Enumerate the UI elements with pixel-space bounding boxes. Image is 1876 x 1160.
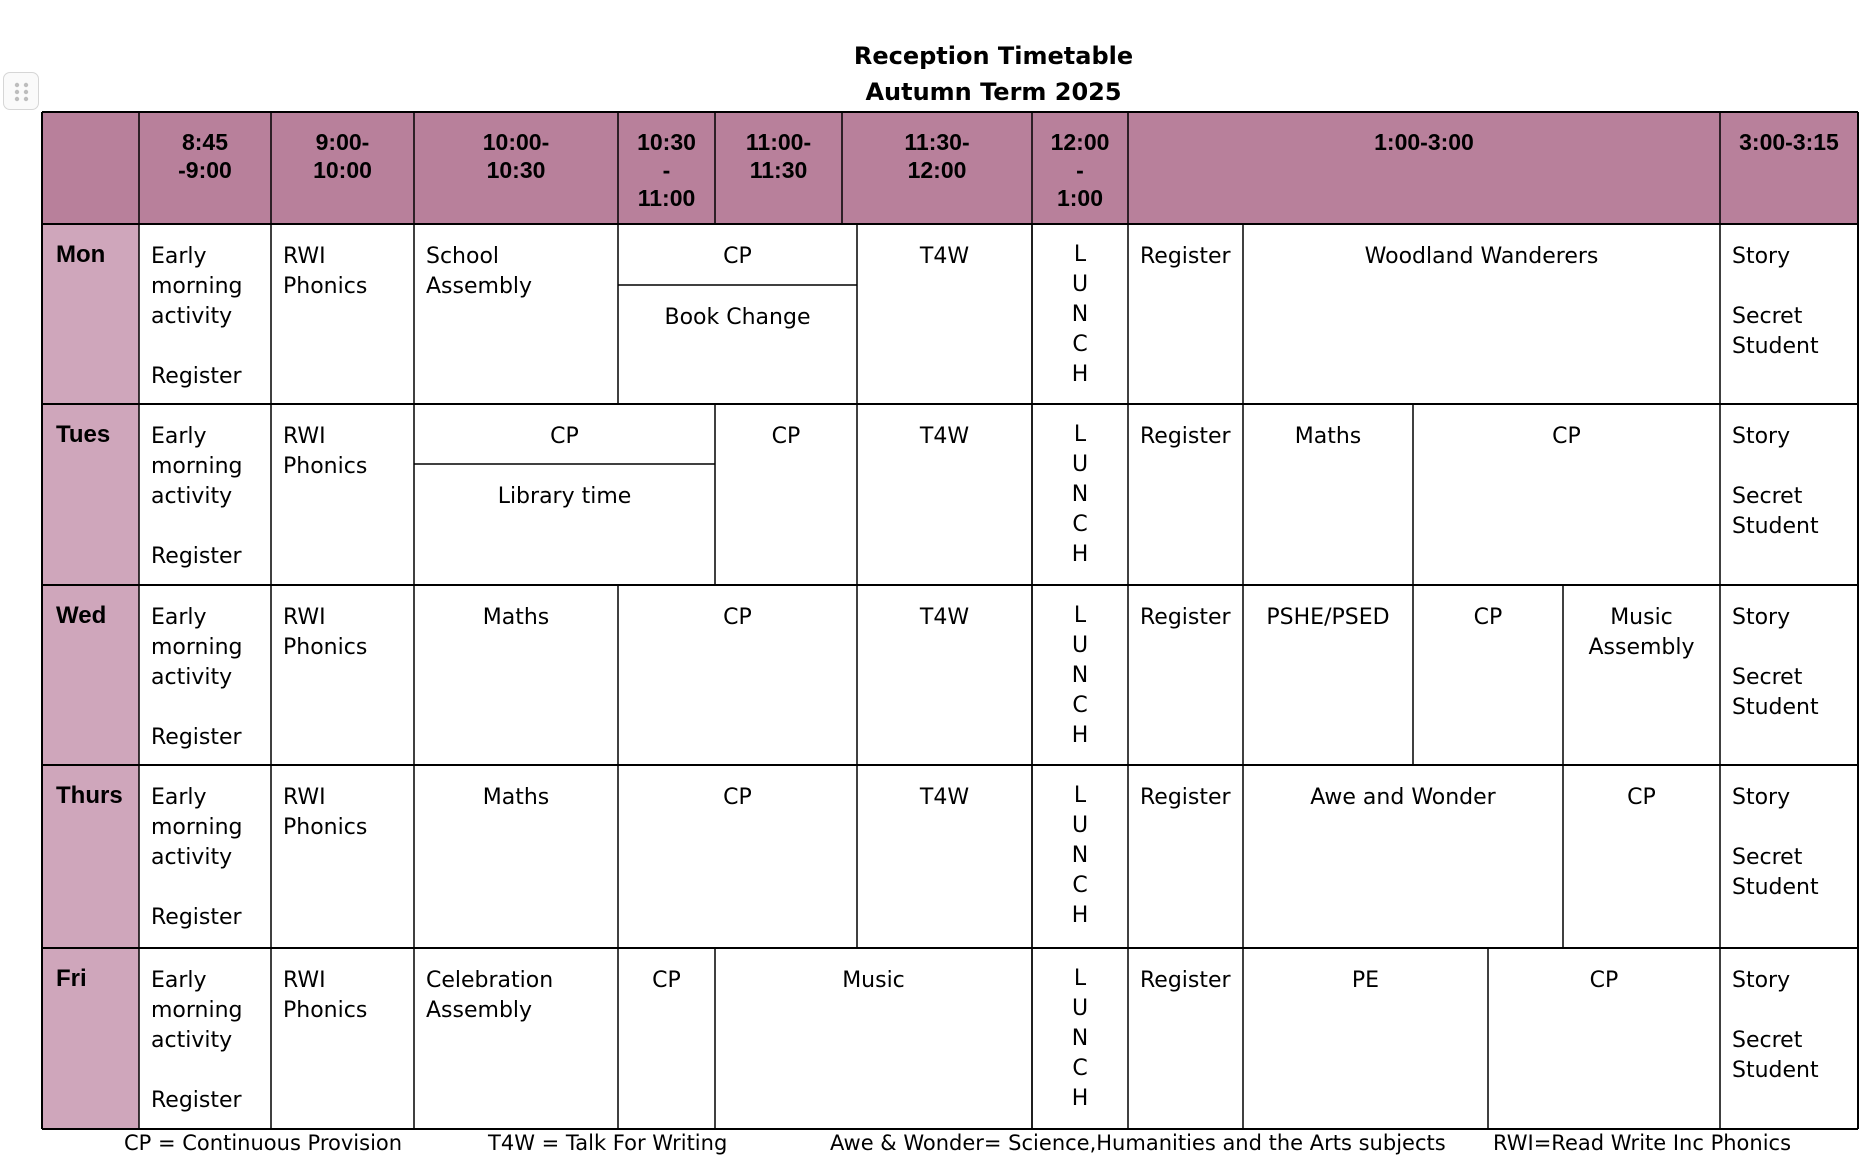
lesson-cell: T4W: [919, 785, 970, 810]
lesson-cell: Woodland Wanderers: [1364, 244, 1599, 269]
day-label-thurs: Thurs: [56, 782, 123, 809]
time-header-8: 3:00-3:15: [1739, 129, 1839, 155]
time-header-5: 11:30- 12:00: [904, 129, 970, 183]
page-title: Reception Timetable: [853, 42, 1134, 70]
lesson-cell: T4W: [919, 605, 970, 630]
lesson-cell: CP: [1627, 785, 1656, 810]
lunch-cell: L U N C H: [1071, 966, 1089, 1111]
lesson-cell: T4W: [919, 424, 970, 449]
lesson-cell: RWI Phonics: [283, 424, 368, 479]
lunch-cell: L U N C H: [1071, 422, 1089, 567]
lesson-cell: Early morning activity Register: [151, 605, 243, 750]
time-header-3: 10:30 - 11:00: [637, 129, 696, 211]
lesson-cell: CP: [1589, 968, 1619, 993]
time-header-2: 10:00- 10:30: [482, 129, 550, 183]
day-label-tues: Tues: [56, 421, 111, 448]
footer-key-t4w: T4W = Talk For Writing: [488, 1131, 728, 1155]
lesson-cell: Awe and Wonder: [1310, 785, 1496, 810]
lesson-cell: Register: [1140, 424, 1231, 449]
lesson-cell: Maths: [482, 785, 550, 810]
time-header-7: 1:00-3:00: [1374, 129, 1474, 155]
lesson-cell: Register: [1140, 605, 1231, 630]
lesson-cell: Early morning activity Register: [151, 244, 243, 389]
lesson-cell: CP: [723, 605, 752, 630]
lunch-cell: L U N C H: [1071, 242, 1089, 387]
time-header-1: 9:00- 10:00: [313, 129, 372, 183]
lesson-cell: CP: [723, 785, 752, 810]
lesson-cell: Story Secret Student: [1732, 605, 1819, 720]
lesson-cell: T4W: [919, 244, 970, 269]
lesson-cell: Story Secret Student: [1732, 424, 1819, 539]
lesson-cell: Music: [842, 968, 905, 993]
lesson-cell: Register: [1140, 785, 1231, 810]
day-label-fri: Fri: [56, 965, 87, 992]
day-label-wed: Wed: [56, 602, 107, 629]
lesson-cell: RWI Phonics: [283, 785, 368, 840]
footer-key-cp: CP = Continuous Provision: [124, 1131, 403, 1155]
lesson-cell: RWI Phonics: [283, 605, 368, 660]
lesson-cell: CP: [771, 424, 801, 449]
lesson-cell: Register: [1140, 244, 1231, 269]
lesson-cell: Maths: [482, 605, 550, 630]
page-subtitle: Autumn Term 2025: [865, 78, 1122, 106]
time-header-4: 11:00- 11:30: [745, 129, 812, 183]
lesson-cell: RWI Phonics: [283, 244, 368, 299]
lesson-cell: Early morning activity Register: [151, 785, 243, 930]
footer-key-rwi: RWI=Read Write Inc Phonics: [1493, 1131, 1792, 1155]
lesson-cell: CP: [1552, 424, 1581, 449]
footer-key-awe: Awe & Wonder= Science,Humanities and the Arts subjects: [830, 1131, 1446, 1155]
lesson-cell: Story Secret Student: [1732, 785, 1819, 900]
lesson-cell: Register: [1140, 968, 1231, 993]
lesson-cell: Story Secret Student: [1732, 968, 1819, 1083]
time-header-6: 12:00 - 1:00: [1050, 129, 1110, 211]
lesson-cell: Book Change: [664, 305, 811, 330]
lesson-cell: Story Secret Student: [1732, 244, 1819, 359]
time-header-0: 8:45 -9:00: [178, 129, 232, 183]
lesson-cell: CP: [550, 424, 579, 449]
day-label-mon: Mon: [56, 241, 106, 268]
lesson-cell: Early morning activity Register: [151, 424, 243, 569]
lesson-cell: Celebration Assembly: [426, 968, 554, 1023]
lesson-cell: RWI Phonics: [283, 968, 368, 1023]
lunch-cell: L U N C H: [1071, 603, 1089, 748]
lesson-cell: CP: [723, 244, 752, 269]
lesson-cell: Maths: [1294, 424, 1362, 449]
lunch-cell: L U N C H: [1071, 783, 1089, 928]
lesson-cell: Early morning activity Register: [151, 968, 243, 1113]
lesson-cell: School Assembly: [426, 244, 533, 299]
lesson-cell: Music Assembly: [1588, 605, 1695, 660]
lesson-cell: CP: [652, 968, 681, 993]
lesson-cell: PSHE/PSED: [1266, 605, 1390, 630]
lesson-cell: CP: [1473, 605, 1503, 630]
lesson-cell: PE: [1351, 968, 1380, 993]
lesson-cell: Library time: [497, 484, 632, 509]
